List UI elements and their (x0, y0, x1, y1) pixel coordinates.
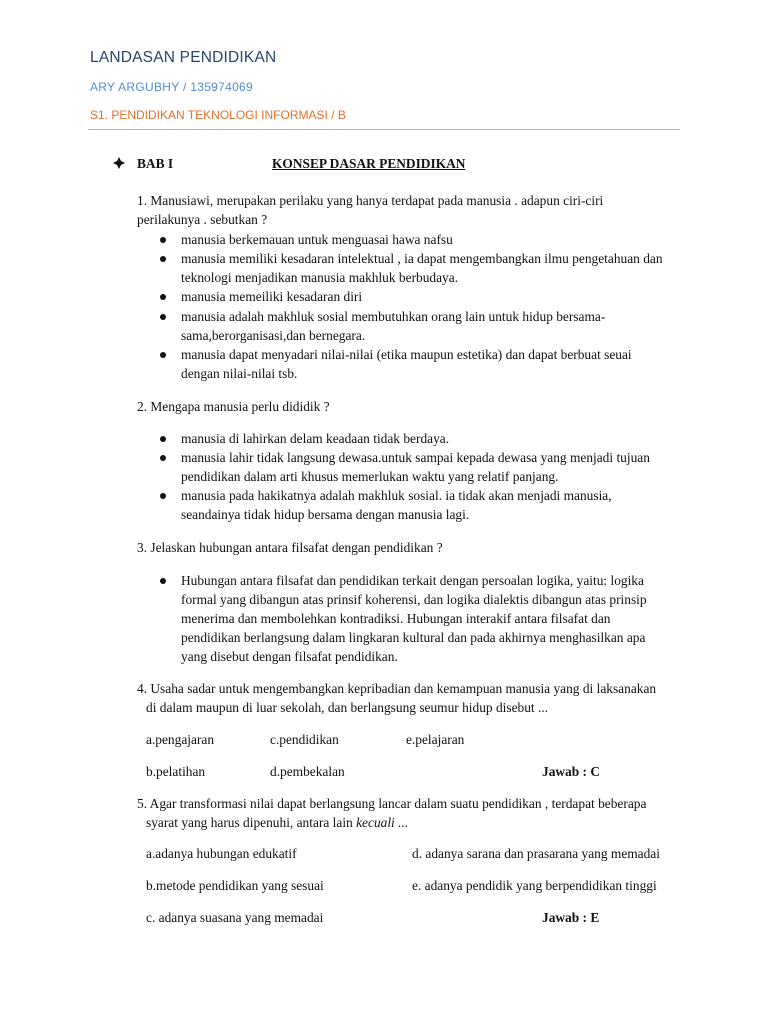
question-5-line-1: 5. Agar transformasi nilai dapat berlangsung lancar dalam suatu pendidikan , terdapat beberapa (137, 796, 647, 811)
question-4-line-1: 4. Usaha sadar untuk mengembangkan kepribadian dan kemampuan manusia yang di laksanakan (137, 681, 657, 696)
bullet-icon (160, 436, 166, 442)
program-line: S1. PENDIDIKAN TEKNOLOGI INFORMASI / B (90, 108, 346, 122)
diamond-bullet-icon (113, 157, 125, 169)
q1-bullet-5-line-1: manusia dapat menyadari nilai-nilai (etika maupun estetika) dan dapat berbuat seuai (181, 347, 632, 362)
q5-option-c: c. adanya suasana yang memadai (146, 910, 324, 925)
q4-option-e: e.pelajaran (406, 732, 465, 747)
bullet-icon (160, 237, 166, 243)
question-1-line-1: 1. Manusiawi, merupakan perilaku yang hanya terdapat pada manusia . adapun ciri-ciri (137, 193, 604, 208)
q2-bullet-1: manusia di lahirkan delam keadaan tidak berdaya. (181, 431, 450, 446)
q1-bullet-2-line-2: teknologi menjadikan manusia makhluk berbudaya. (181, 270, 459, 285)
header-divider (88, 129, 680, 130)
question-4-line-2: di dalam maupun di luar sekolah, dan berlangsung seumur hidup disebut ... (146, 700, 549, 715)
q4-option-a: a.pengajaran (146, 732, 215, 747)
q5-option-e: e. adanya pendidik yang berpendidikan tinggi (412, 878, 657, 893)
chapter-label: BAB I (137, 156, 174, 171)
question-2: 2. Mengapa manusia perlu dididik ? (137, 399, 330, 414)
q5-answer: Jawab : E (542, 910, 600, 925)
bullet-icon (160, 455, 166, 461)
q2-bullet-2-line-1: manusia lahir tidak langsung dewasa.untuk sampai kepada dewasa yang menjadi tujuan (181, 450, 650, 465)
q4-option-b: b.pelatihan (146, 764, 206, 779)
bullet-icon (160, 493, 166, 499)
chapter-title: KONSEP DASAR PENDIDIKAN (272, 156, 466, 171)
question-5-except-word: kecuali ... (356, 815, 409, 830)
q5-option-a: a.adanya hubungan edukatif (146, 846, 297, 861)
author-line: ARY ARGUBHY / 135974069 (90, 80, 254, 94)
bullet-icon (160, 578, 166, 584)
q3-bullet-1-line-2: formal yang dibangun atas prinsif koherensi, dan logika dialektis dibangun atas prinsip (181, 592, 647, 607)
q4-option-d: d.pembekalan (270, 764, 345, 779)
question-5-line-2-text: syarat yang harus dipenuhi, antara lain (146, 815, 353, 830)
q1-bullet-2-line-1: manusia memiliki kesadaran intelektual , ia dapat mengembangkan ilmu pengetahuan dan (181, 251, 663, 266)
bullet-icon (160, 352, 166, 358)
bullet-icon (160, 294, 166, 300)
bullet-icon (160, 314, 166, 320)
document-title: LANDASAN PENDIDIKAN (90, 49, 277, 66)
q3-bullet-1-line-1: Hubungan antara filsafat dan pendidikan terkait dengan persoalan logika, yaitu: logika (181, 573, 644, 588)
q2-bullet-3-line-1: manusia pada hakikatnya adalah makhluk sosial. ia tidak akan menjadi manusia, (181, 488, 612, 503)
q1-bullet-4-line-1: manusia adalah makhluk sosial membutuhkan orang lain untuk hidup bersama- (181, 309, 606, 324)
q1-bullet-5-line-2: dengan nilai-nilai tsb. (181, 366, 298, 381)
q5-option-d: d. adanya sarana dan prasarana yang memadai (412, 846, 660, 861)
q4-option-c: c.pendidikan (270, 732, 339, 747)
q3-bullet-1-line-5: yang disebut dengan filsafat pendidikan. (181, 649, 398, 664)
q5-option-b: b.metode pendidikan yang sesuai (146, 878, 324, 893)
question-1-line-2: perilakunya . sebutkan ? (137, 212, 268, 227)
question-5-line-2 (146, 813, 408, 832)
q1-bullet-1: manusia berkemauan untuk menguasai hawa nafsu (181, 232, 453, 247)
q2-bullet-2-line-2: pendidikan dalam arti khusus memerlukan waktu yang relatif panjang. (181, 469, 559, 484)
q2-bullet-3-line-2: seandainya tidak hidup bersama dengan manusia lagi. (181, 507, 470, 522)
q3-bullet-1-line-4: pendidikan berlangsung dalam lingkaran kultural dan pada akhirnya menghasilkan apa (181, 630, 646, 645)
q1-bullet-3: manusia memeiliki kesadaran diri (181, 289, 363, 304)
q4-answer: Jawab : C (542, 764, 601, 779)
q3-bullet-1-line-3: menerima dan membolehkan kontradiksi. Hubungan interakif antara filsafat dan (181, 611, 611, 626)
question-3: 3. Jelaskan hubungan antara filsafat dengan pendidikan ? (137, 540, 443, 555)
bullet-icon (160, 256, 166, 262)
q1-bullet-4-line-2: sama,berorganisasi,dan bernegara. (181, 328, 366, 343)
